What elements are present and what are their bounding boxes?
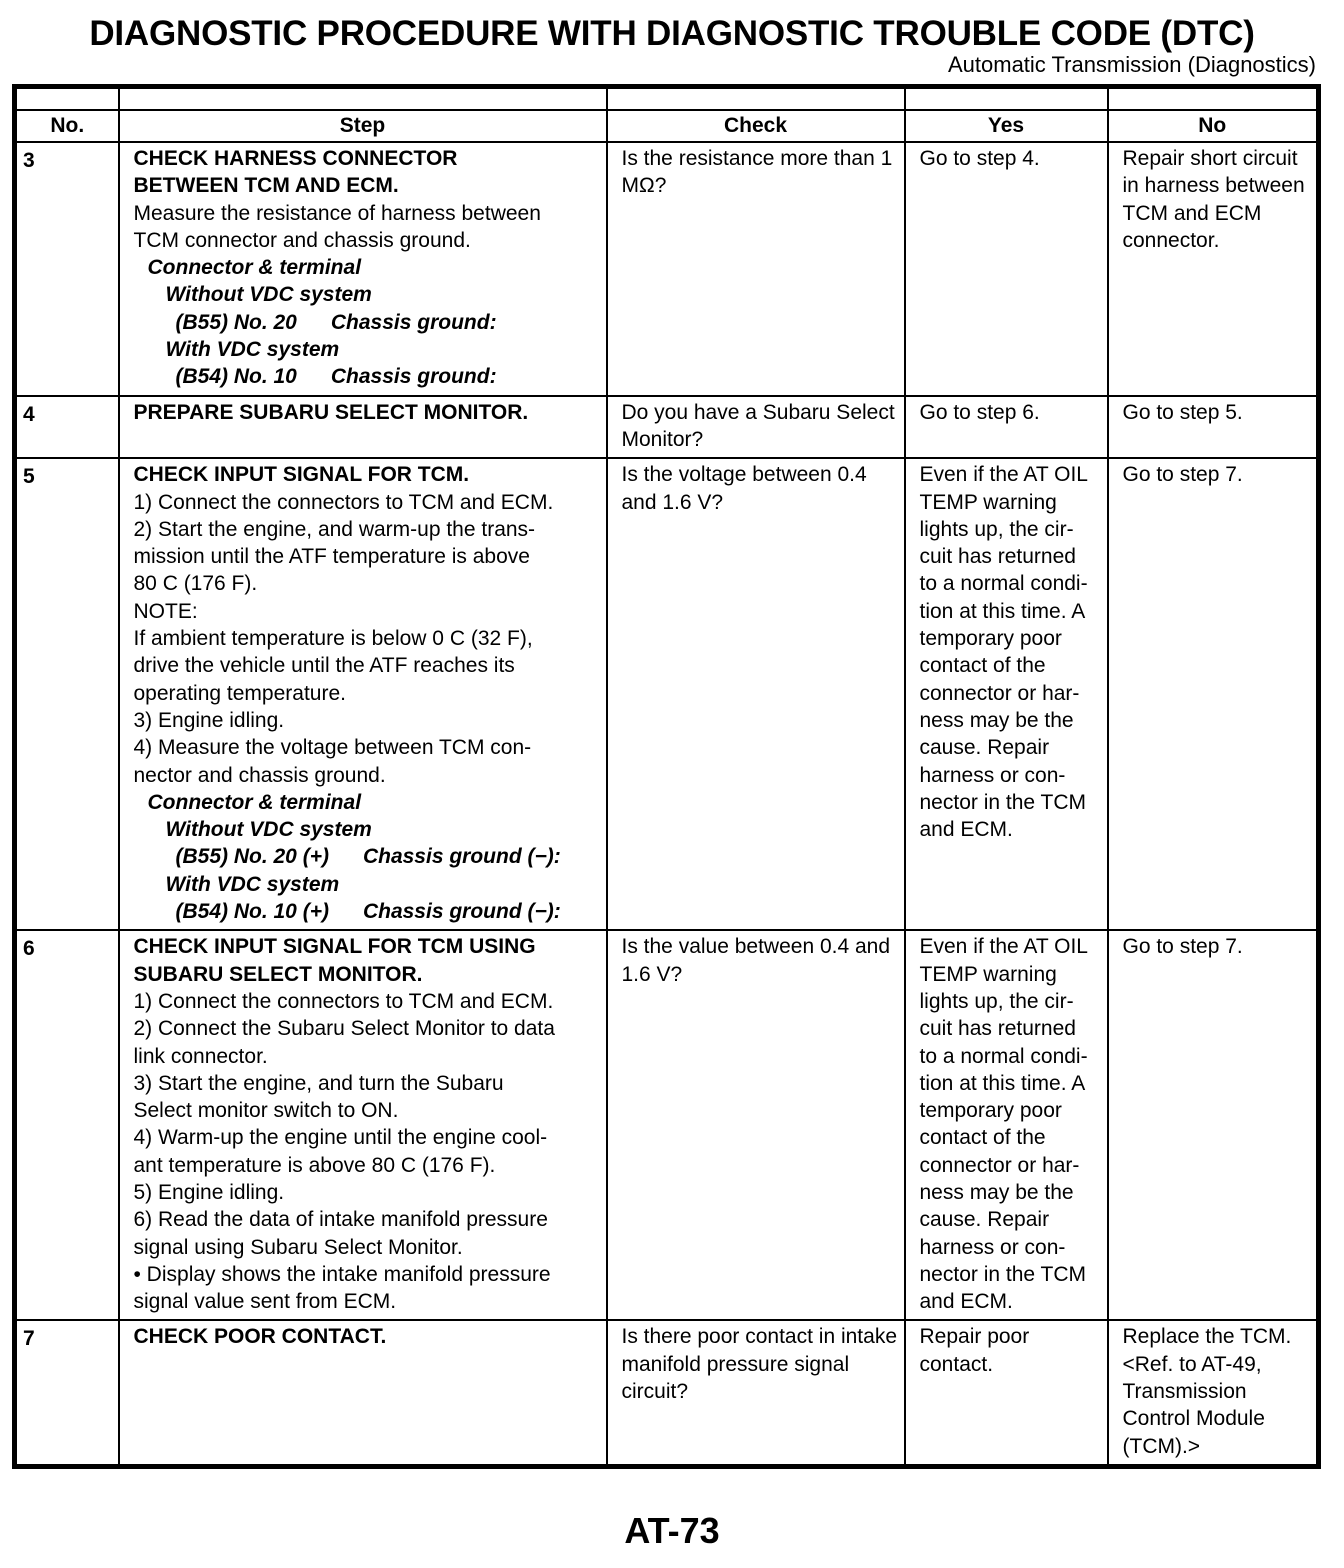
yes-line: and ECM. <box>919 818 1013 842</box>
without-vdc-terminal-line <box>134 843 600 870</box>
yes-cell <box>905 458 1108 930</box>
with-vdc-label: With VDC system <box>165 338 340 362</box>
step-title: CHECK INPUT SIGNAL FOR TCM USING <box>133 935 536 959</box>
step-line: drive the vehicle until the ATF reaches its <box>133 654 515 678</box>
step-line: 80 C (176 F). <box>133 572 258 596</box>
table-row <box>15 458 1319 930</box>
table-row <box>15 396 1319 459</box>
step-line: 3) Engine idling. <box>133 708 285 732</box>
step-line: 6) Read the data of intake manifold pressure <box>133 1208 548 1232</box>
without-vdc-label: Without VDC system <box>165 283 372 307</box>
connector-heading: Connector & terminal <box>147 790 362 814</box>
ground: Chassis ground (−): <box>362 845 561 869</box>
yes-line: to a normal condi- <box>919 572 1088 596</box>
step-line: If ambient temperature is below 0 C (32 F), <box>133 627 533 651</box>
yes-cell <box>905 930 1108 1320</box>
ground: Chassis ground: <box>330 310 497 334</box>
yes-line: cuit has returned <box>919 1017 1076 1041</box>
yes-line: tion at this time. A <box>919 599 1086 623</box>
yes-line: contact of the <box>919 654 1046 678</box>
yes-line: ness may be the <box>919 1180 1074 1204</box>
step-number: 7 <box>15 1320 119 1466</box>
terminal: (B54) No. 10 <box>175 365 297 389</box>
step-title: PREPARE SUBARU SELECT MONITOR. <box>133 400 529 424</box>
step-line: ant temperature is above 80 C (176 F). <box>133 1153 496 1177</box>
without-vdc-label: Without VDC system <box>165 818 372 842</box>
step-cell <box>119 142 607 396</box>
yes-line: connector or har- <box>919 1153 1080 1177</box>
step-line: 2) Start the engine, and warm-up the trans- <box>133 517 536 541</box>
yes-cell: Go to step 4. <box>905 142 1108 396</box>
no-cell: Go to step 7. <box>1108 930 1319 1320</box>
terminal: (B54) No. 10 (+) <box>175 900 329 924</box>
step-number: 6 <box>15 930 119 1320</box>
check-cell: Do you have a Subaru Select Monitor? <box>607 396 905 459</box>
no-line: Control Module <box>1122 1407 1265 1431</box>
with-vdc-label: With VDC system <box>165 872 340 896</box>
step-line: signal using Subaru Select Monitor. <box>133 1235 463 1259</box>
step-line: 4) Warm-up the engine until the engine cool- <box>133 1126 548 1150</box>
diagnostic-table <box>12 84 1321 1469</box>
step-line: 4) Measure the voltage between TCM con- <box>133 736 532 760</box>
table-row <box>15 930 1319 1320</box>
table-header-row <box>15 110 1319 142</box>
yes-line: nector in the TCM <box>919 1262 1087 1286</box>
no-cell: Repair short circuit in harness between TCM and ECM connector. <box>1108 142 1319 396</box>
with-vdc-terminal-line <box>134 363 600 390</box>
step-line: 1) Connect the connectors to TCM and ECM. <box>133 989 554 1013</box>
yes-line: TEMP warning <box>919 962 1057 986</box>
no-line: Replace the TCM. <box>1122 1325 1292 1349</box>
yes-line: temporary poor <box>919 627 1062 651</box>
step-line: 2) Connect the Subaru Select Monitor to data <box>133 1017 555 1041</box>
check-cell: Is the resistance more than 1 MΩ? <box>607 142 905 396</box>
step-cell <box>119 1320 607 1466</box>
page-number: AT-73 <box>624 1510 720 1551</box>
yes-line: temporary poor <box>919 1099 1062 1123</box>
table-row <box>15 142 1319 396</box>
no-line: (TCM).> <box>1122 1434 1201 1458</box>
yes-line: cuit has returned <box>919 545 1076 569</box>
step-cell <box>119 458 607 930</box>
yes-line: tion at this time. A <box>919 1071 1086 1095</box>
no-line: Transmission <box>1122 1380 1247 1404</box>
ground: Chassis ground (−): <box>362 900 561 924</box>
table-spacer-row <box>15 87 1319 111</box>
step-line: link connector. <box>133 1044 268 1068</box>
step-line: nector and chassis ground. <box>133 763 386 787</box>
table-row <box>15 1320 1319 1466</box>
step-title: CHECK INPUT SIGNAL FOR TCM. <box>133 463 470 487</box>
yes-cell: Repair poor contact. <box>905 1320 1108 1466</box>
step-line: mission until the ATF temperature is above <box>133 545 530 569</box>
step-line: 1) Connect the connectors to TCM and ECM. <box>133 490 554 514</box>
step-cell <box>119 396 607 459</box>
yes-line: contact of the <box>919 1126 1046 1150</box>
step-number: 3 <box>15 142 119 396</box>
yes-line: to a normal condi- <box>919 1044 1088 1068</box>
col-header-yes: Yes <box>905 110 1108 142</box>
terminal: (B55) No. 20 (+) <box>175 845 329 869</box>
step-line: • Display shows the intake manifold pressure <box>133 1262 551 1286</box>
step-line: 5) Engine idling. <box>133 1180 285 1204</box>
check-cell: Is the voltage between 0.4 and 1.6 V? <box>607 458 905 930</box>
col-header-no: No. <box>15 110 119 142</box>
no-line: <Ref. to AT-49, <box>1122 1352 1262 1376</box>
step-line: Measure the resistance of harness between <box>133 201 541 225</box>
page-title: DIAGNOSTIC PROCEDURE WITH DIAGNOSTIC TROUBLE CODE (DTC) <box>89 14 1255 53</box>
check-cell: Is there poor contact in intake manifold pressure signal circuit? <box>607 1320 905 1466</box>
without-vdc-terminal-line <box>134 309 600 336</box>
step-title: CHECK HARNESS CONNECTOR <box>133 147 458 170</box>
step-line: operating temperature. <box>133 681 346 705</box>
check-cell: Is the value between 0.4 and 1.6 V? <box>607 930 905 1320</box>
terminal: (B55) No. 20 <box>175 310 297 334</box>
yes-line: nector in the TCM <box>919 790 1087 814</box>
ground: Chassis ground: <box>330 365 497 389</box>
yes-line: harness or con- <box>919 763 1066 787</box>
yes-line: TEMP warning <box>919 490 1057 514</box>
step-line: signal value sent from ECM. <box>133 1290 397 1314</box>
step-line: 3) Start the engine, and turn the Subaru <box>133 1071 504 1095</box>
connector-heading: Connector & terminal <box>147 256 362 280</box>
no-cell: Go to step 5. <box>1108 396 1319 459</box>
no-cell: Go to step 7. <box>1108 458 1319 930</box>
step-line: TCM connector and chassis ground. <box>133 228 471 252</box>
col-header-check: Check <box>607 110 905 142</box>
col-header-no-action: No <box>1108 110 1319 142</box>
yes-cell: Go to step 6. <box>905 396 1108 459</box>
yes-line: cause. Repair <box>919 736 1050 760</box>
yes-line: Even if the AT OIL <box>919 463 1088 487</box>
step-number: 4 <box>15 396 119 459</box>
col-header-step: Step <box>119 110 607 142</box>
yes-line: connector or har- <box>919 681 1080 705</box>
yes-line: cause. Repair <box>919 1208 1050 1232</box>
no-cell <box>1108 1320 1319 1466</box>
step-title: BETWEEN TCM AND ECM. <box>133 174 399 198</box>
step-title: CHECK POOR CONTACT. <box>133 1325 387 1349</box>
yes-line: and ECM. <box>919 1290 1013 1314</box>
yes-line: lights up, the cir- <box>919 517 1074 541</box>
with-vdc-terminal-line <box>134 898 600 925</box>
step-title: SUBARU SELECT MONITOR. <box>133 962 423 986</box>
step-cell <box>119 930 607 1320</box>
section-subtitle: Automatic Transmission (Diagnostics) <box>947 52 1316 77</box>
step-line: Select monitor switch to ON. <box>133 1099 399 1123</box>
step-number: 5 <box>15 458 119 930</box>
yes-line: lights up, the cir- <box>919 989 1074 1013</box>
yes-line: Even if the AT OIL <box>919 935 1088 959</box>
yes-line: harness or con- <box>919 1235 1066 1259</box>
step-line: NOTE: <box>133 599 198 623</box>
yes-line: ness may be the <box>919 708 1074 732</box>
